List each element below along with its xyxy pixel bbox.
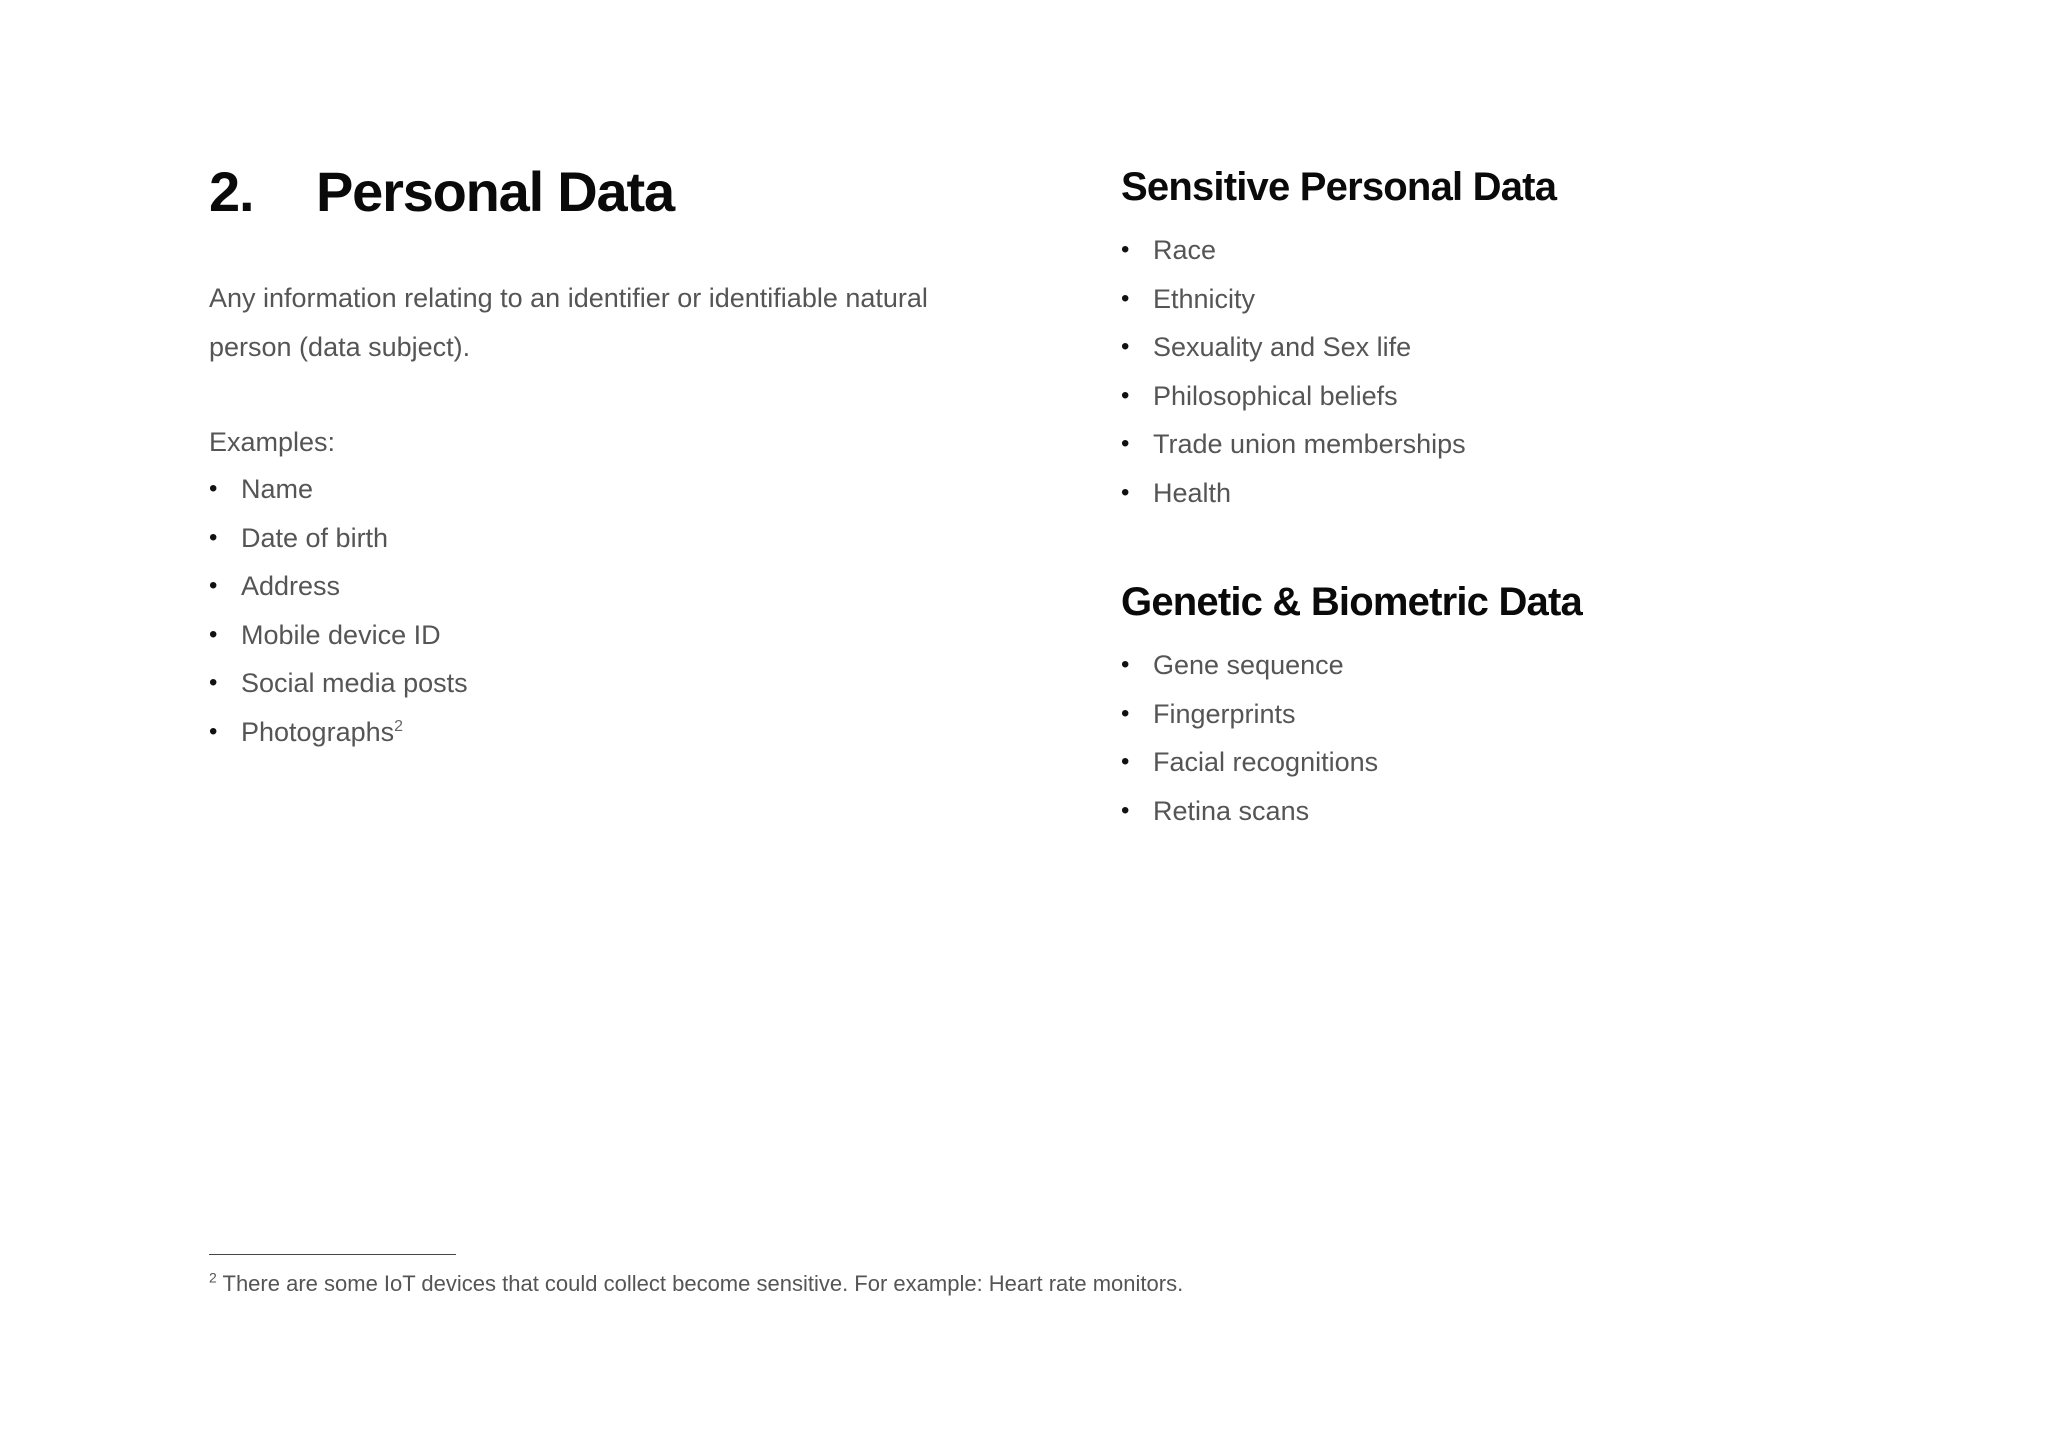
footnote-reference[interactable]: 2 xyxy=(394,717,404,735)
list-item: • Fingerprints xyxy=(1121,690,1881,739)
bullet-icon: • xyxy=(1121,478,1130,506)
examples-list xyxy=(209,465,969,756)
section-number: 2. xyxy=(209,160,254,223)
bullet-icon: • xyxy=(1121,236,1130,263)
bullet-icon: • xyxy=(1121,333,1130,360)
list-item: • Philosophical beliefs xyxy=(1121,372,1881,421)
bullet-icon: • xyxy=(1121,748,1130,775)
list-item: • Ethnicity xyxy=(1121,275,1881,324)
list-item: • Social media posts xyxy=(209,659,969,708)
section-title: Personal Data xyxy=(316,160,674,223)
list-item: • Facial recognitions xyxy=(1121,738,1881,787)
bullet-icon: • xyxy=(209,669,218,696)
sensitive-data-heading: Sensitive Personal Data xyxy=(1121,165,1557,209)
bullet-icon: • xyxy=(209,572,218,599)
section-intro: Any information relating to an identifier or identifiable natural person (data subject). xyxy=(209,283,928,362)
bullet-icon: • xyxy=(1121,796,1130,824)
section-heading xyxy=(209,158,969,226)
bullet-icon: • xyxy=(209,475,218,502)
bullet-icon: • xyxy=(209,523,218,551)
list-item: • Trade union memberships xyxy=(1121,420,1881,469)
sensitive-data-list xyxy=(1121,226,1881,517)
list-item: • Mobile device ID xyxy=(209,611,969,660)
list-item: • Date of birth xyxy=(209,514,969,563)
footnote-marker: 2 xyxy=(209,1269,217,1286)
genetic-biometric-list xyxy=(1121,641,1881,835)
list-item: • Photographs$^2$ xyxy=(209,708,969,757)
bullet-icon: • xyxy=(1121,284,1130,312)
list-item: • Address xyxy=(209,562,969,611)
list-item: • Gene sequence xyxy=(1121,641,1881,690)
bullet-icon: • xyxy=(209,717,218,745)
list-item: • Race xyxy=(1121,226,1881,275)
bullet-icon: • xyxy=(1121,651,1130,678)
footnote-text: There are some IoT devices that could collect become sensitive. For example: Heart rate monitors. xyxy=(216,1271,1184,1296)
bullet-icon: • xyxy=(1121,381,1130,409)
special-categories-column xyxy=(1121,160,1881,835)
examples-label: Examples: xyxy=(209,427,336,457)
genetic-biometric-heading: Genetic & Biometric Data xyxy=(1121,580,1582,624)
list-item: • Health xyxy=(1121,469,1881,518)
list-item: • Retina scans xyxy=(1121,787,1881,836)
footnote xyxy=(209,1270,1183,1298)
bullet-icon: • xyxy=(209,620,218,648)
bullet-icon: • xyxy=(1121,699,1130,727)
list-item: • Sexuality and Sex life xyxy=(1121,323,1881,372)
bullet-icon: • xyxy=(1121,430,1130,457)
personal-data-column xyxy=(209,158,969,756)
list-item: • Name xyxy=(209,465,969,514)
footnote-divider xyxy=(209,1254,456,1255)
